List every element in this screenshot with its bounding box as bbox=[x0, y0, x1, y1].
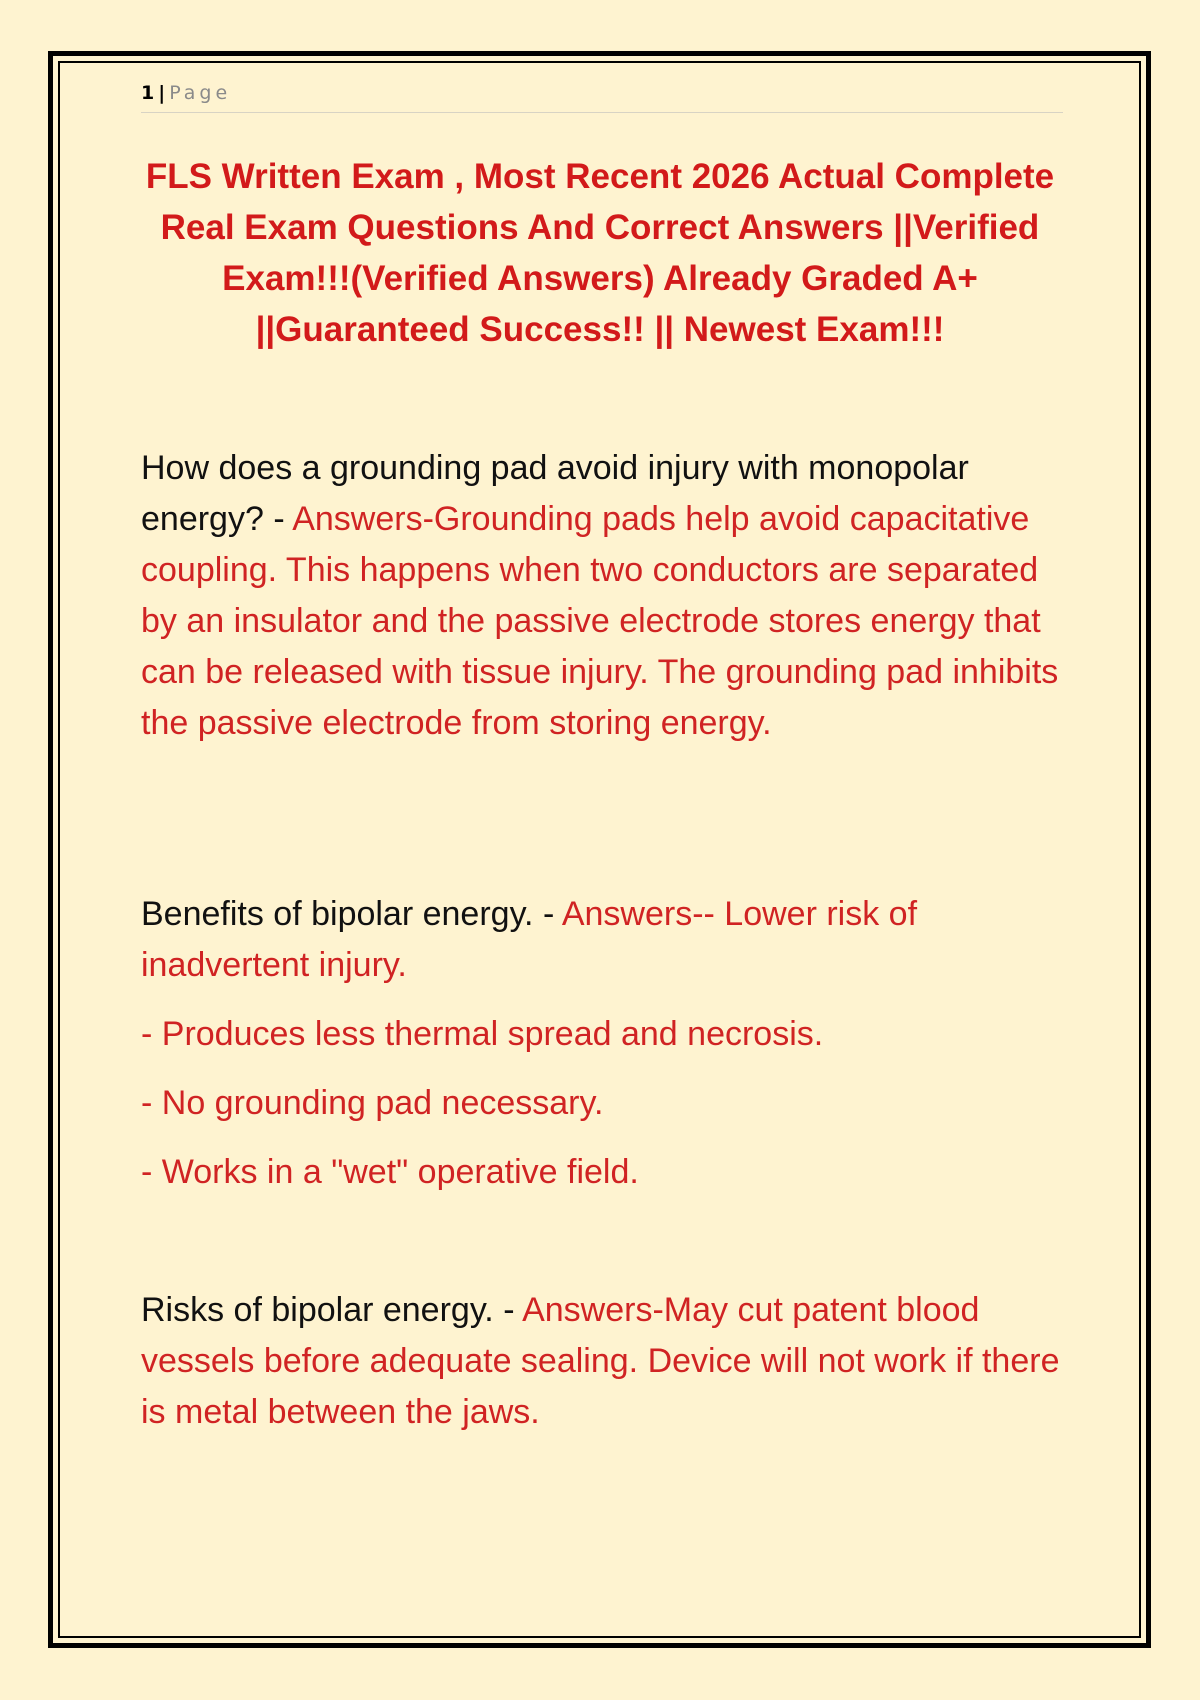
question-text: How does a grounding pad avoid injury with monopolar energy? bbox=[141, 449, 969, 538]
qa-item-grounding-pad bbox=[141, 443, 1071, 749]
header-separator: | bbox=[158, 82, 166, 104]
answer-text: Answers-May cut patent blood vessels before adequate sealing. Device will not work if there is metal between the jaws. bbox=[141, 1291, 1060, 1431]
answer-bullet: - Works in a "wet" operative field. bbox=[141, 1153, 639, 1191]
qa-item-bipolar-benefits bbox=[141, 889, 1071, 991]
document-title: FLS Written Exam , Most Recent 2026 Actual Complete Real Exam Questions And Correct Answers ||Verified Exam!!!(Verified Answers) Already Graded A+ ||Guaranteed Success!! || Newest Exam!!! bbox=[145, 157, 1055, 349]
page-number: 1 bbox=[141, 82, 155, 104]
question-text: Risks of bipolar energy. bbox=[141, 1291, 494, 1329]
page-label: Page bbox=[169, 82, 232, 104]
question-answer-separator: - bbox=[263, 500, 293, 538]
answer-text: Answers-Grounding pads help avoid capacitative coupling. This happens when two conductors are separated by an insulator and the passive electrode stores energy that can be released with tissue injury. The grounding pad inhibits the passive electrode from storing energy. bbox=[141, 500, 1059, 742]
answer-text: Answers-- Lower risk of inadvertent injury. bbox=[141, 895, 918, 984]
answer-bullet: - No grounding pad necessary. bbox=[141, 1084, 604, 1122]
page-header bbox=[141, 80, 1063, 113]
qa-item-bipolar-risks bbox=[141, 1285, 1071, 1438]
question-answer-separator: - bbox=[493, 1291, 523, 1329]
answer-bullet: - Produces less thermal spread and necrosis. bbox=[141, 1015, 824, 1053]
question-answer-separator: - bbox=[533, 895, 562, 933]
question-text: Benefits of bipolar energy. bbox=[141, 895, 534, 933]
